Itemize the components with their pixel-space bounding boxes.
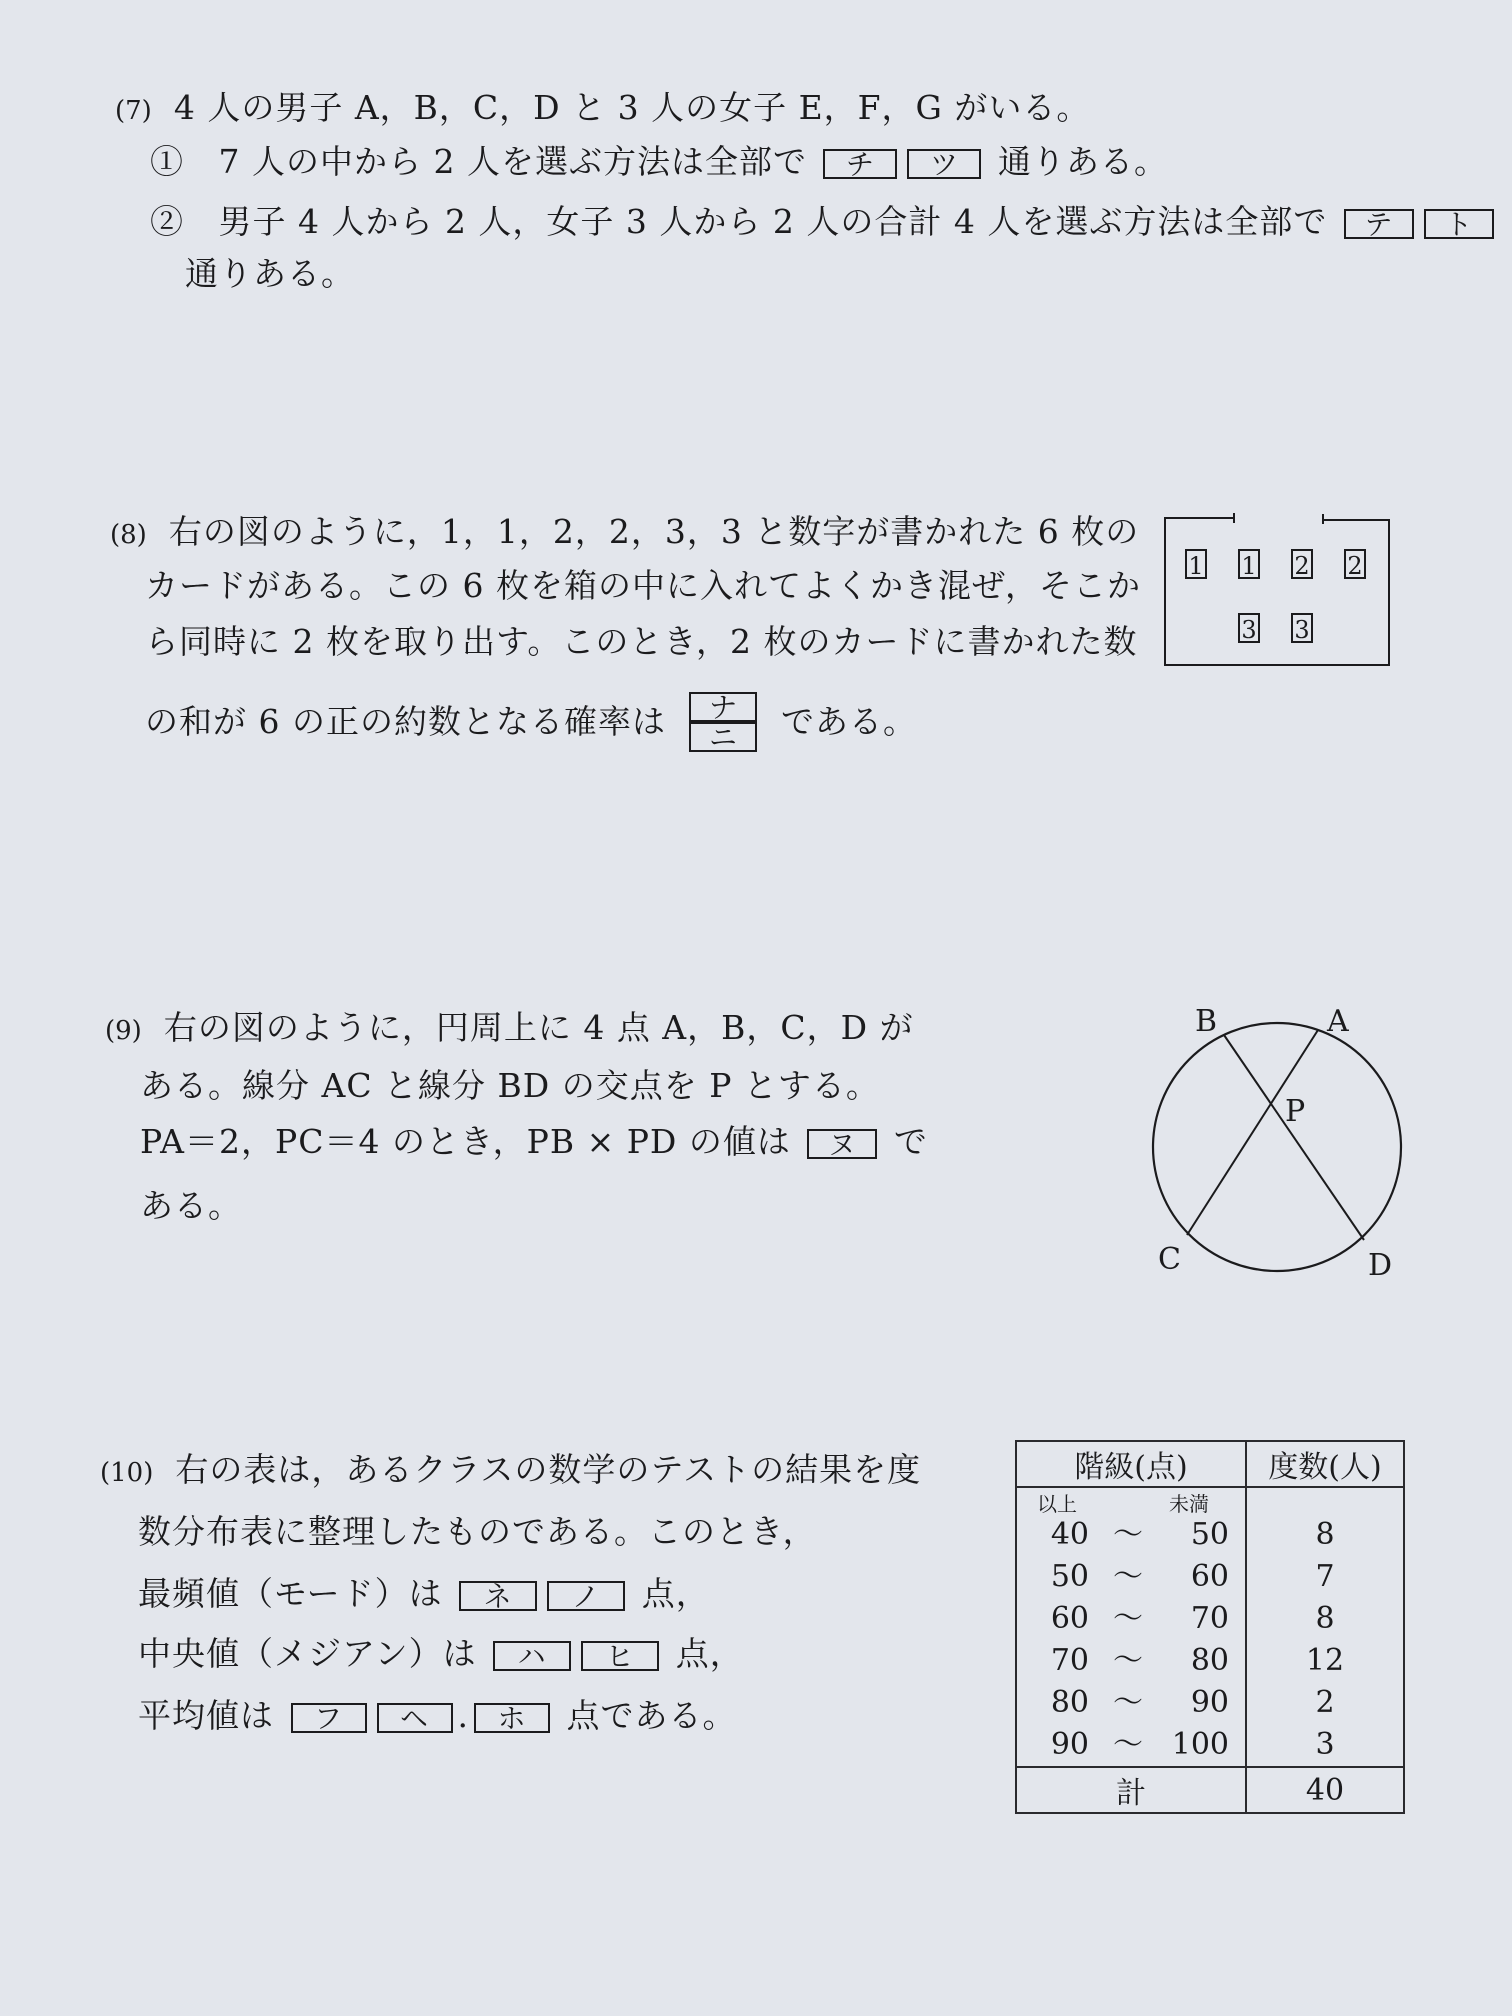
frequency-value: 12 xyxy=(1305,1643,1345,1678)
q10-mode-line xyxy=(138,1574,710,1614)
class-upper: 60 xyxy=(1190,1559,1229,1594)
card-box-outline xyxy=(1165,518,1389,665)
q7-intro-line xyxy=(115,88,1090,131)
q7-part2-mark: ② xyxy=(150,202,184,241)
label-b: B xyxy=(1195,1004,1218,1039)
tilde: ～ xyxy=(1113,1601,1143,1636)
answer-box-to: ト xyxy=(1424,209,1494,239)
answer-box-no: ノ xyxy=(547,1581,625,1611)
card-2b: 2 xyxy=(1344,549,1366,579)
circle-outline xyxy=(1153,1023,1401,1271)
frequency-table xyxy=(1015,1440,1405,1814)
answer-box-ho: ホ xyxy=(474,1703,550,1733)
q7-part2-post: 通りある。 xyxy=(185,254,355,293)
q9-text-3: PA＝2，PC＝4 のとき，PB × PD の値は xyxy=(140,1122,791,1161)
tilde: ～ xyxy=(1113,1517,1143,1552)
class-subheader xyxy=(1017,1488,1245,1514)
q8-text-2: カードがある。この 6 枚を箱の中に入れてよくかき混ぜ，そこか xyxy=(145,566,1141,605)
frequency-column xyxy=(1246,1487,1404,1767)
q7-part2-text: 男子 4 人から 2 人，女子 3 人から 2 人の合計 4 人を選ぶ方法は全部で xyxy=(218,202,1328,241)
frequency-value: 8 xyxy=(1315,1601,1335,1636)
table-row xyxy=(1017,1724,1245,1766)
answer-box-hi: ヒ xyxy=(581,1641,659,1671)
answer-box-fu: フ xyxy=(291,1703,367,1733)
q10-median-unit: 点， xyxy=(675,1634,744,1673)
class-upper: 90 xyxy=(1190,1685,1229,1720)
q10-median-line xyxy=(138,1634,744,1674)
card-box-figure xyxy=(1160,510,1400,670)
q9-text-1: 右の図のように，円周上に 4 点 A，B，C，D が xyxy=(163,1008,914,1047)
q10-median-label: 中央値（メジアン）は xyxy=(138,1634,477,1673)
answer-box-chi: チ xyxy=(823,149,897,179)
label-a: A xyxy=(1327,1004,1349,1039)
class-upper: 80 xyxy=(1190,1643,1229,1678)
table-row xyxy=(1017,1598,1245,1640)
q7-part2-line xyxy=(150,202,1499,242)
q9-text-2: ある。線分 AC と線分 BD の交点を P とする。 xyxy=(140,1066,880,1105)
q7-part1-post: 通りある。 xyxy=(997,142,1168,181)
card-2a: 2 xyxy=(1291,549,1313,579)
frequency-spacer xyxy=(1247,1488,1403,1514)
class-lower: 50 xyxy=(1050,1559,1089,1594)
header-frequency: 度数(人) xyxy=(1246,1441,1404,1487)
q9-line3 xyxy=(140,1122,928,1162)
card-3b: 3 xyxy=(1291,613,1313,643)
q7-part1-line xyxy=(150,142,1168,182)
answer-box-tsu: ツ xyxy=(907,149,981,179)
q8-text-5: である。 xyxy=(780,702,917,741)
q8-text-1: 右の図のように，1，1，2，2，3，3 と数字が書かれた 6 枚の xyxy=(168,512,1140,551)
tilde: ～ xyxy=(1113,1685,1143,1720)
table-row xyxy=(1017,1640,1245,1682)
q10-mean-label: 平均値は xyxy=(138,1696,274,1735)
segment-ac xyxy=(1187,1030,1318,1235)
answer-box-ha: ハ xyxy=(493,1641,571,1671)
q9-line1 xyxy=(105,1008,914,1051)
label-d: D xyxy=(1368,1248,1393,1283)
total-label: 計 xyxy=(1016,1767,1246,1813)
tilde: ～ xyxy=(1113,1643,1143,1678)
class-lower: 40 xyxy=(1050,1517,1089,1552)
class-upper: 100 xyxy=(1171,1727,1229,1762)
table-header-row xyxy=(1016,1441,1404,1487)
q8-line1 xyxy=(110,512,1139,555)
frequency-value: 8 xyxy=(1315,1517,1335,1552)
q9-number: (9) xyxy=(105,1016,142,1046)
answer-box-nu: ヌ xyxy=(807,1129,877,1159)
card-1a: 1 xyxy=(1185,549,1207,579)
decimal-point: . xyxy=(457,1696,469,1735)
q10-text-1: 右の表は，あるクラスの数学のテストの結果を度 xyxy=(175,1450,922,1489)
probability-fraction xyxy=(689,692,757,752)
table-row xyxy=(1017,1514,1245,1556)
q8-text-3: ら同時に 2 枚を取り出す。このとき，2 枚のカードに書かれた数 xyxy=(145,622,1138,661)
table-row xyxy=(1017,1682,1245,1724)
answer-box-ni: ニ xyxy=(689,722,757,752)
circle-figure xyxy=(1140,995,1410,1295)
label-c: C xyxy=(1158,1242,1181,1277)
table-total-row xyxy=(1016,1767,1404,1813)
q10-mode-unit: 点， xyxy=(641,1574,710,1613)
card-3a: 3 xyxy=(1238,613,1260,643)
q10-number: (10) xyxy=(100,1458,154,1488)
total-value: 40 xyxy=(1246,1767,1404,1813)
frequency-value: 3 xyxy=(1315,1727,1335,1762)
q7-number: (7) xyxy=(115,96,152,126)
q10-line1 xyxy=(100,1450,921,1493)
q7-part1-text: 7 人の中から 2 人を選ぶ方法は全部で xyxy=(218,142,807,181)
q8-number: (8) xyxy=(110,520,147,550)
q10-mean-unit: 点である。 xyxy=(566,1696,737,1735)
answer-box-na: ナ xyxy=(689,692,757,722)
card-1b: 1 xyxy=(1238,549,1260,579)
class-lower: 80 xyxy=(1050,1685,1089,1720)
answer-box-he: ヘ xyxy=(377,1703,453,1733)
answer-box-te: テ xyxy=(1344,209,1414,239)
q7-part1-mark: ① xyxy=(150,142,184,181)
table-body-row xyxy=(1016,1487,1404,1767)
q10-mean-line xyxy=(138,1696,737,1736)
class-column xyxy=(1016,1487,1246,1767)
q9-text-4: ある。 xyxy=(140,1186,242,1225)
frequency-value: 7 xyxy=(1315,1559,1335,1594)
answer-box-ne: ネ xyxy=(459,1581,537,1611)
class-lower: 90 xyxy=(1050,1727,1089,1762)
class-upper: 70 xyxy=(1190,1601,1229,1636)
tilde: ～ xyxy=(1113,1727,1143,1762)
table-row xyxy=(1017,1556,1245,1598)
header-class: 階級(点) xyxy=(1016,1441,1246,1487)
q7-intro: 4 人の男子 A，B，C，D と 3 人の女子 E，F，G がいる。 xyxy=(173,88,1091,127)
label-p: P xyxy=(1285,1094,1306,1129)
subheader-from: 以上 xyxy=(1037,1492,1077,1516)
tilde: ～ xyxy=(1113,1559,1143,1594)
class-lower: 70 xyxy=(1050,1643,1089,1678)
class-lower: 60 xyxy=(1050,1601,1089,1636)
class-upper: 50 xyxy=(1190,1517,1229,1552)
subheader-to: 未満 xyxy=(1169,1492,1209,1516)
q8-text-4: の和が 6 の正の約数となる確率は xyxy=(145,702,666,741)
q10-text-2: 数分布表に整理したものである。このとき， xyxy=(138,1512,817,1551)
frequency-value: 2 xyxy=(1315,1685,1335,1720)
q10-mode-label: 最頻値（モード）は xyxy=(138,1574,443,1613)
q9-text-3-post: で xyxy=(893,1122,928,1161)
q8-last-line xyxy=(145,692,917,752)
